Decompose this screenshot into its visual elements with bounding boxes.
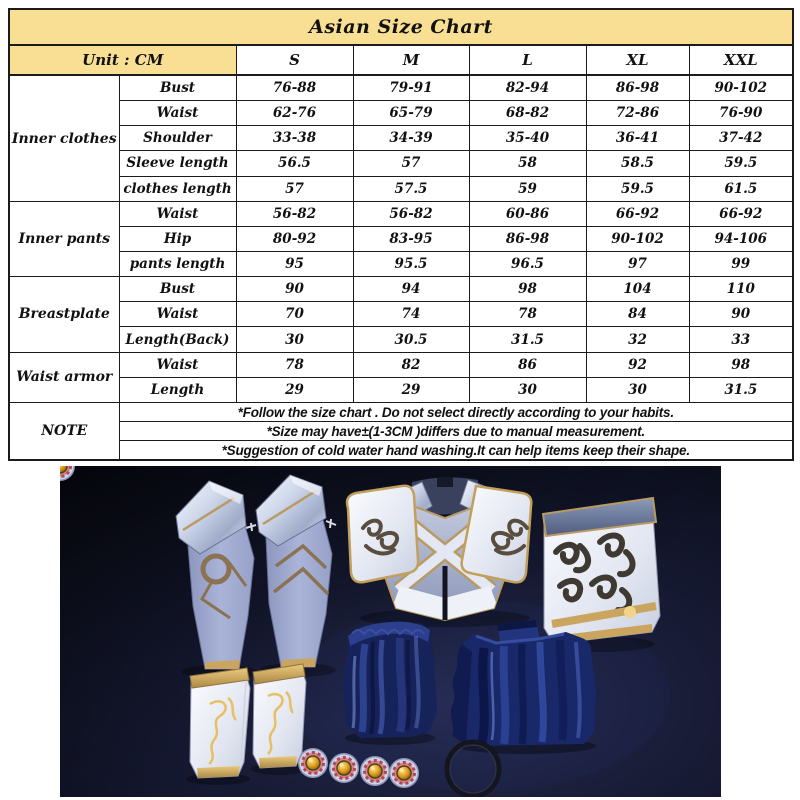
size-value: 32 <box>586 327 689 352</box>
size-value: 95 <box>236 252 353 277</box>
row-label: Waist <box>119 101 236 126</box>
hair-ornament <box>389 758 419 788</box>
hair-ornament <box>360 756 390 786</box>
size-value: 33 <box>689 327 793 352</box>
row-label: Shoulder <box>119 126 236 151</box>
size-value: 30.5 <box>353 327 469 352</box>
row-label: Sleeve length <box>119 151 236 176</box>
size-value: 37-42 <box>689 126 793 151</box>
size-value: 29 <box>236 377 353 402</box>
size-value: 83-95 <box>353 226 469 251</box>
size-value: 31.5 <box>469 327 586 352</box>
bracer-left <box>186 668 250 785</box>
size-header-s: S <box>236 45 353 75</box>
size-value: 74 <box>353 302 469 327</box>
row-label: Hip <box>119 226 236 251</box>
size-value: 60-86 <box>469 201 586 226</box>
row-label: Waist <box>119 302 236 327</box>
size-value: 78 <box>469 302 586 327</box>
size-header-l: L <box>469 45 586 75</box>
size-header-xxl: XXL <box>689 45 793 75</box>
size-value: 86-98 <box>586 75 689 100</box>
size-value: 95.5 <box>353 252 469 277</box>
size-value: 86 <box>469 352 586 377</box>
size-value: 76-90 <box>689 101 793 126</box>
size-value: 82 <box>353 352 469 377</box>
row-label: Bust <box>119 75 236 100</box>
size-header-m: M <box>353 45 469 75</box>
satin-shorts <box>343 622 437 745</box>
size-value: 90 <box>236 277 353 302</box>
row-label: clothes length <box>119 176 236 201</box>
size-value: 72-86 <box>586 101 689 126</box>
size-value: 56-82 <box>236 201 353 226</box>
size-value: 104 <box>586 277 689 302</box>
size-value: 30 <box>469 377 586 402</box>
satin-top <box>451 620 596 754</box>
size-value: 97 <box>586 252 689 277</box>
size-value: 61.5 <box>689 176 793 201</box>
row-label: Bust <box>119 277 236 302</box>
size-value: 84 <box>586 302 689 327</box>
size-value: 99 <box>689 252 793 277</box>
size-value: 90-102 <box>586 226 689 251</box>
size-value: 31.5 <box>689 377 793 402</box>
size-value: 68-82 <box>469 101 586 126</box>
hair-ornament <box>298 748 328 778</box>
chart-title: Asian Size Chart <box>9 9 793 45</box>
size-value: 34-39 <box>353 126 469 151</box>
size-value: 98 <box>469 277 586 302</box>
size-value: 78 <box>236 352 353 377</box>
row-label: Length <box>119 377 236 402</box>
size-value: 79-91 <box>353 75 469 100</box>
size-value: 110 <box>689 277 793 302</box>
size-value: 59.5 <box>689 151 793 176</box>
size-value: 76-88 <box>236 75 353 100</box>
size-value: 66-92 <box>689 201 793 226</box>
size-value: 92 <box>586 352 689 377</box>
size-value: 56.5 <box>236 151 353 176</box>
unit-label: Unit : CM <box>9 45 236 75</box>
size-value: 66-92 <box>586 201 689 226</box>
size-value: 36-41 <box>586 126 689 151</box>
size-value: 70 <box>236 302 353 327</box>
size-value: 96.5 <box>469 252 586 277</box>
size-value: 59.5 <box>586 176 689 201</box>
note-label: NOTE <box>9 402 119 460</box>
size-value: 30 <box>586 377 689 402</box>
size-value: 90-102 <box>689 75 793 100</box>
category-inner-pants: Inner pants <box>9 201 119 276</box>
row-label: pants length <box>119 252 236 277</box>
category-breastplate: Breastplate <box>9 277 119 352</box>
size-value: 57 <box>353 151 469 176</box>
row-label: Waist <box>119 201 236 226</box>
size-value: 94-106 <box>689 226 793 251</box>
costume-flatlay-image <box>60 466 721 797</box>
waist-armor <box>543 498 660 652</box>
size-value: 56-82 <box>353 201 469 226</box>
size-value: 62-76 <box>236 101 353 126</box>
size-header-xl: XL <box>586 45 689 75</box>
size-value: 58 <box>469 151 586 176</box>
size-value: 80-92 <box>236 226 353 251</box>
size-value: 35-40 <box>469 126 586 151</box>
product-photo <box>60 466 721 797</box>
size-value: 86-98 <box>469 226 586 251</box>
size-value: 58.5 <box>586 151 689 176</box>
row-label: Waist <box>119 352 236 377</box>
size-value: 94 <box>353 277 469 302</box>
size-value: 57 <box>236 176 353 201</box>
size-value: 65-79 <box>353 101 469 126</box>
size-value: 29 <box>353 377 469 402</box>
size-value: 59 <box>469 176 586 201</box>
row-label: Length(Back) <box>119 327 236 352</box>
size-value: 82-94 <box>469 75 586 100</box>
note-line-3: *Suggestion of cold water hand washing.It can help items keep their shape. <box>119 441 793 460</box>
size-value: 57.5 <box>353 176 469 201</box>
hair-ornament <box>329 753 359 783</box>
note-line-2: *Size may have±(1-3CM )differs due to manual measurement. <box>119 422 793 441</box>
bracer-right <box>251 664 307 775</box>
size-value: 98 <box>689 352 793 377</box>
note-line-1: *Follow the size chart . Do not select directly according to your habits. <box>119 402 793 421</box>
size-value: 30 <box>236 327 353 352</box>
size-value: 33-38 <box>236 126 353 151</box>
category-inner-clothes: Inner clothes <box>9 75 119 201</box>
size-chart-table <box>8 8 794 461</box>
size-value: 90 <box>689 302 793 327</box>
category-waist-armor: Waist armor <box>9 352 119 402</box>
